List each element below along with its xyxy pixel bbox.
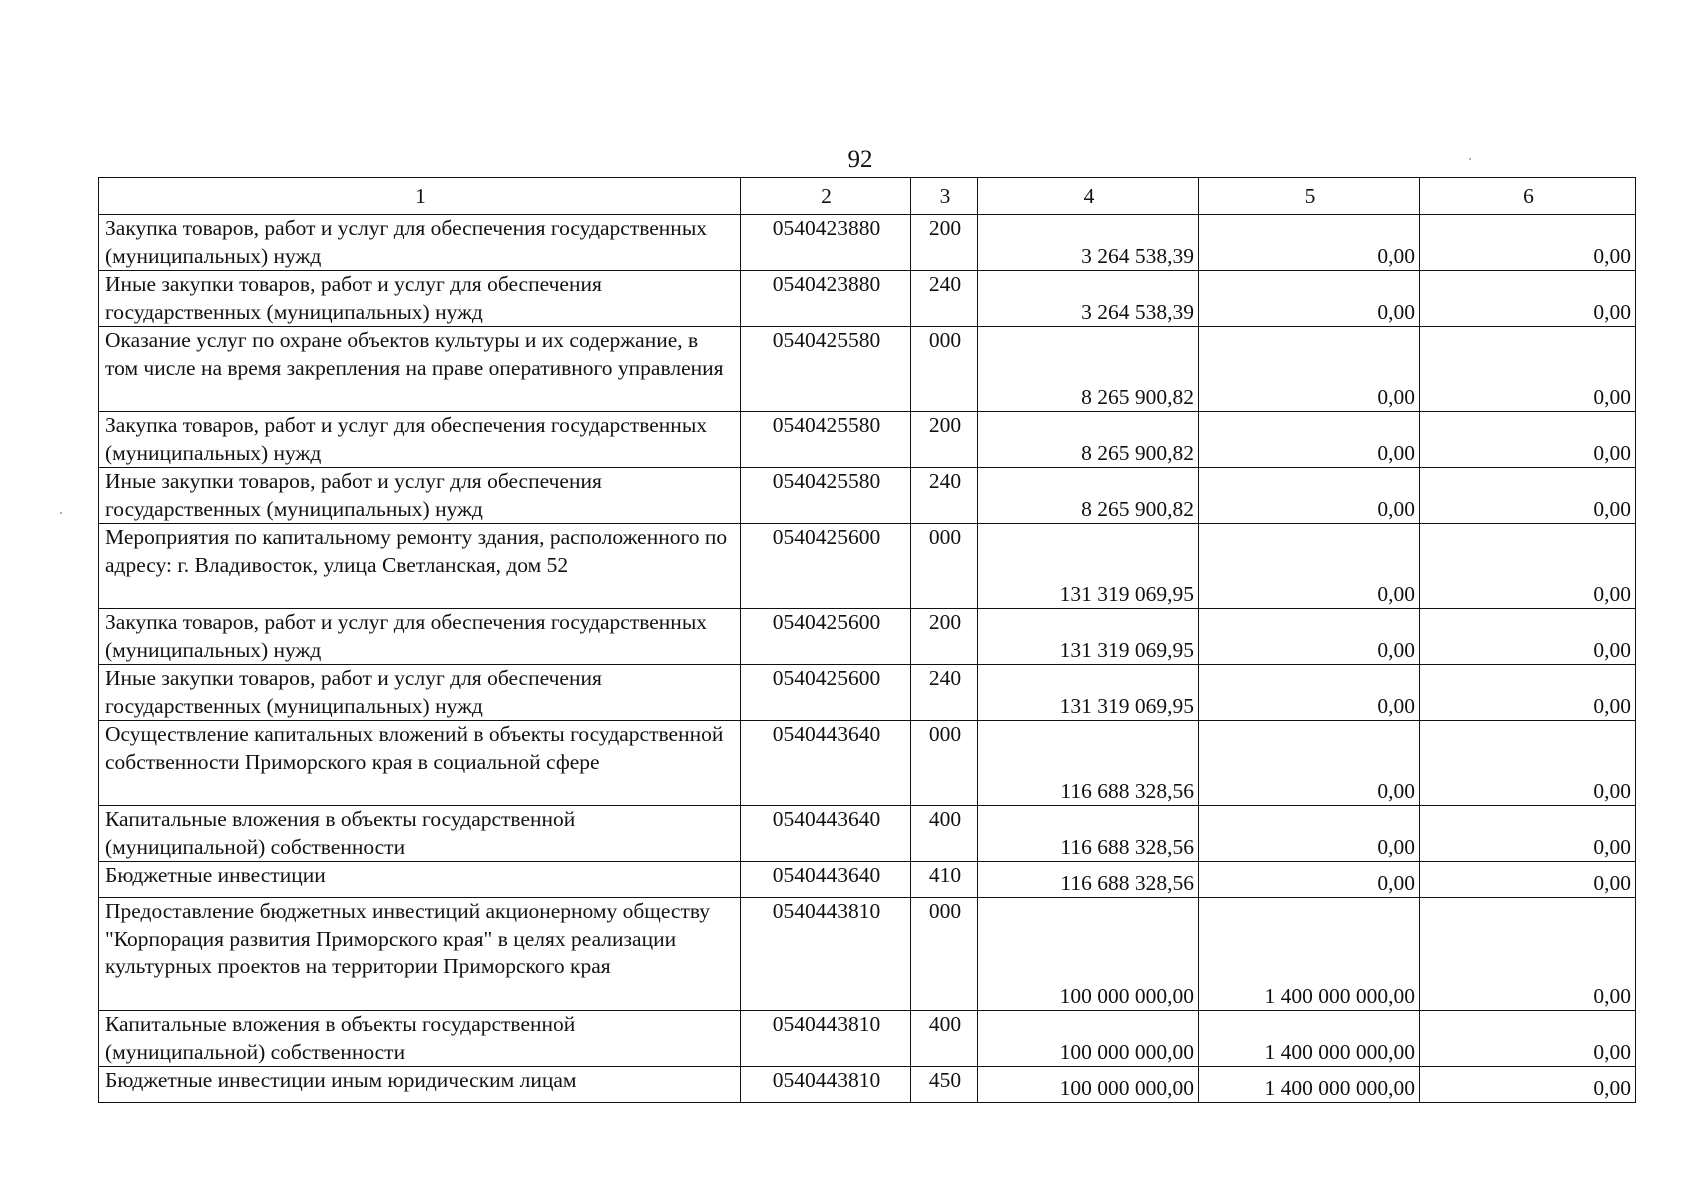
row-amount-col5: 0,00 (1199, 271, 1420, 327)
row-target-code: 0540425600 (741, 665, 911, 721)
row-description: Иные закупки товаров, работ и услуг для обеспечения государственных (муниципальных) нужд (99, 665, 741, 721)
table-row (99, 721, 1636, 806)
table-row (99, 862, 1636, 898)
row-amount-col4: 116 688 328,56 (978, 806, 1199, 862)
table-row (99, 1067, 1636, 1103)
row-description: Иные закупки товаров, работ и услуг для обеспечения государственных (муниципальных) нужд (99, 271, 741, 327)
row-description: Иные закупки товаров, работ и услуг для обеспечения государственных (муниципальных) нужд (99, 468, 741, 524)
row-amount-col5: 0,00 (1199, 327, 1420, 412)
row-amount-col6: 0,00 (1420, 1067, 1636, 1103)
row-expense-type: 000 (911, 721, 978, 806)
row-target-code: 0540425580 (741, 468, 911, 524)
row-target-code: 0540443640 (741, 806, 911, 862)
row-target-code: 0540443640 (741, 721, 911, 806)
column-header-2: 2 (741, 178, 911, 215)
row-amount-col4: 3 264 538,39 (978, 215, 1199, 271)
row-target-code: 0540425580 (741, 327, 911, 412)
row-amount-col5: 1 400 000 000,00 (1199, 1067, 1420, 1103)
row-target-code: 0540423880 (741, 215, 911, 271)
row-amount-col5: 0,00 (1199, 721, 1420, 806)
row-expense-type: 400 (911, 806, 978, 862)
row-expense-type: 240 (911, 665, 978, 721)
row-target-code: 0540443640 (741, 862, 911, 898)
row-expense-type: 000 (911, 327, 978, 412)
row-amount-col6: 0,00 (1420, 665, 1636, 721)
row-amount-col6: 0,00 (1420, 524, 1636, 609)
column-header-1: 1 (99, 178, 741, 215)
scan-speck (1469, 158, 1471, 160)
row-expense-type: 000 (911, 898, 978, 1011)
scan-speck (60, 512, 62, 514)
column-header-3: 3 (911, 178, 978, 215)
row-expense-type: 000 (911, 524, 978, 609)
row-description: Предоставление бюджетных инвестиций акционерному обществу "Корпорация развития Приморского края" в целях реализации культурных проектов на территории Приморского края (99, 898, 741, 1011)
table-row (99, 215, 1636, 271)
budget-table (98, 177, 1636, 1103)
row-description: Закупка товаров, работ и услуг для обеспечения государственных (муниципальных) нужд (99, 412, 741, 468)
row-target-code: 0540425600 (741, 609, 911, 665)
row-amount-col4: 8 265 900,82 (978, 327, 1199, 412)
row-amount-col5: 0,00 (1199, 468, 1420, 524)
row-description: Бюджетные инвестиции иным юридическим лицам (99, 1067, 741, 1103)
row-expense-type: 410 (911, 862, 978, 898)
table-row (99, 665, 1636, 721)
row-description: Капитальные вложения в объекты государственной (муниципальной) собственности (99, 806, 741, 862)
row-amount-col6: 0,00 (1420, 215, 1636, 271)
row-description: Бюджетные инвестиции (99, 862, 741, 898)
row-amount-col5: 0,00 (1199, 665, 1420, 721)
row-target-code: 0540423880 (741, 271, 911, 327)
header-row (99, 178, 1636, 215)
table-body (99, 178, 1636, 1103)
column-header-4: 4 (978, 178, 1199, 215)
table-row (99, 468, 1636, 524)
row-amount-col5: 0,00 (1199, 609, 1420, 665)
row-amount-col4: 100 000 000,00 (978, 898, 1199, 1011)
row-amount-col4: 116 688 328,56 (978, 721, 1199, 806)
row-description: Капитальные вложения в объекты государственной (муниципальной) собственности (99, 1011, 741, 1067)
page-number: 92 (847, 146, 873, 173)
row-amount-col6: 0,00 (1420, 806, 1636, 862)
row-amount-col5: 0,00 (1199, 215, 1420, 271)
table-row (99, 609, 1636, 665)
row-amount-col6: 0,00 (1420, 412, 1636, 468)
table-row (99, 524, 1636, 609)
row-amount-col4: 100 000 000,00 (978, 1067, 1199, 1103)
row-amount-col5: 1 400 000 000,00 (1199, 1011, 1420, 1067)
row-amount-col5: 0,00 (1199, 806, 1420, 862)
row-target-code: 0540425600 (741, 524, 911, 609)
row-amount-col6: 0,00 (1420, 1011, 1636, 1067)
row-description: Оказание услуг по охране объектов культуры и их содержание, в том числе на время закрепления на праве оперативного управления (99, 327, 741, 412)
table-row (99, 412, 1636, 468)
row-amount-col6: 0,00 (1420, 898, 1636, 1011)
row-amount-col5: 1 400 000 000,00 (1199, 898, 1420, 1011)
row-amount-col6: 0,00 (1420, 271, 1636, 327)
row-description: Закупка товаров, работ и услуг для обеспечения государственных (муниципальных) нужд (99, 215, 741, 271)
row-amount-col5: 0,00 (1199, 524, 1420, 609)
row-amount-col6: 0,00 (1420, 468, 1636, 524)
row-amount-col6: 0,00 (1420, 609, 1636, 665)
row-target-code: 0540443810 (741, 898, 911, 1011)
row-expense-type: 200 (911, 412, 978, 468)
row-amount-col4: 3 264 538,39 (978, 271, 1199, 327)
row-expense-type: 240 (911, 271, 978, 327)
row-expense-type: 450 (911, 1067, 978, 1103)
row-amount-col4: 131 319 069,95 (978, 609, 1199, 665)
row-expense-type: 240 (911, 468, 978, 524)
row-description: Мероприятия по капитальному ремонту здания, расположенного по адресу: г. Владивосток, улица Светланская, дом 52 (99, 524, 741, 609)
row-amount-col5: 0,00 (1199, 412, 1420, 468)
table-row (99, 327, 1636, 412)
row-expense-type: 200 (911, 609, 978, 665)
row-amount-col4: 8 265 900,82 (978, 412, 1199, 468)
row-target-code: 0540425580 (741, 412, 911, 468)
row-amount-col4: 116 688 328,56 (978, 862, 1199, 898)
row-amount-col4: 8 265 900,82 (978, 468, 1199, 524)
row-expense-type: 200 (911, 215, 978, 271)
column-header-6: 6 (1420, 178, 1636, 215)
row-expense-type: 400 (911, 1011, 978, 1067)
row-amount-col5: 0,00 (1199, 862, 1420, 898)
table-row (99, 898, 1636, 1011)
table-row (99, 806, 1636, 862)
table-row (99, 271, 1636, 327)
row-amount-col4: 100 000 000,00 (978, 1011, 1199, 1067)
row-amount-col6: 0,00 (1420, 862, 1636, 898)
row-description: Осуществление капитальных вложений в объекты государственной собственности Приморского края в социальной сфере (99, 721, 741, 806)
row-target-code: 0540443810 (741, 1067, 911, 1103)
table-row (99, 1011, 1636, 1067)
row-amount-col4: 131 319 069,95 (978, 665, 1199, 721)
column-header-5: 5 (1199, 178, 1420, 215)
row-amount-col6: 0,00 (1420, 327, 1636, 412)
row-target-code: 0540443810 (741, 1011, 911, 1067)
row-amount-col6: 0,00 (1420, 721, 1636, 806)
row-description: Закупка товаров, работ и услуг для обеспечения государственных (муниципальных) нужд (99, 609, 741, 665)
row-amount-col4: 131 319 069,95 (978, 524, 1199, 609)
